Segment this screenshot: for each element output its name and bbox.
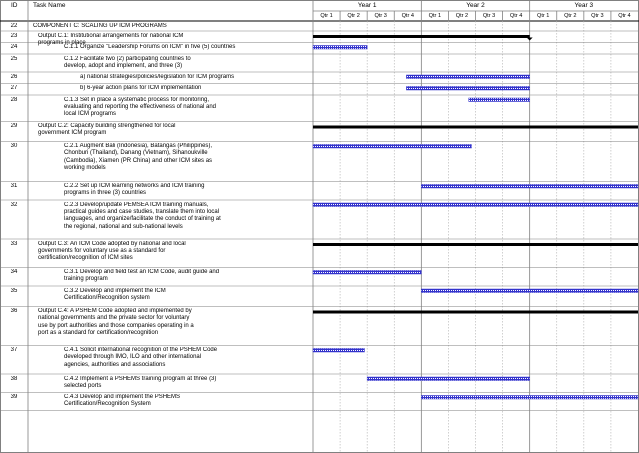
task-name: C.4.1 Solicit international recognition of the PSHEM Code developed through IMO, ILO and other international agencies, authorities and associations — [64, 347, 218, 368]
quarter-label: Qtr 1 — [428, 13, 442, 19]
year-label: Year 1 — [357, 2, 377, 9]
quarter-label: Qtr 3 — [374, 13, 387, 19]
quarter-label: Qtr 4 — [509, 13, 523, 19]
task-name: C.1.2 Facilitate two (2) participating countries to develop, adopt and implement, and three (3) — [64, 55, 191, 69]
task-id: 26 — [10, 73, 18, 80]
task-name: b) 6-year action plans for ICM implementation — [80, 85, 202, 91]
task-name: C.2.2 Set up ICM learning networks and ICM training programs in three (3) countries — [64, 183, 205, 197]
summary-bar — [313, 243, 638, 246]
summary-bar — [313, 311, 638, 314]
task-id: 39 — [10, 394, 18, 400]
task-id: 22 — [10, 22, 18, 29]
task-name-header: Task Name — [33, 2, 66, 9]
task-id: 37 — [10, 347, 18, 353]
summary-bar — [313, 35, 530, 38]
task-bar — [313, 271, 421, 275]
quarter-label: Qtr 3 — [591, 13, 604, 19]
task-name: Output C.3: An ICM Code adopted by national and local governments for voluntary use as a standard for certification/recognition of ICM sites — [38, 240, 186, 262]
quarter-label: Qtr 2 — [564, 13, 577, 19]
task-name: Output C.4: A PSHEM Code adopted and implemented by national governments and the private sector for voluntary use by port authorities and those companies operating in a port as a standard for certification/recognition — [38, 308, 194, 337]
id-header: ID — [11, 2, 18, 9]
task-id: 28 — [10, 96, 18, 103]
task-id: 31 — [10, 183, 18, 189]
task-name: C.4.3 Develop and implement the PSHEMS Certification/Recognition System — [64, 394, 181, 408]
quarter-label: Qtr 2 — [455, 13, 469, 19]
year-label: Year 2 — [466, 2, 485, 9]
task-bar — [367, 377, 529, 381]
task-bar — [313, 349, 364, 353]
task-name: Output C.2: Capacity building strengthened for local government ICM program — [38, 123, 176, 137]
task-bar — [421, 185, 638, 189]
task-id: 32 — [10, 201, 18, 208]
task-id: 36 — [10, 308, 18, 314]
task-name: C.2.1 Augment Bali (Indonesia), Batangas (Philippines), Chonburi (Thailand), Danang (Vietnam), Sihanoukville (Cambodia), Xiamen (PR China) and other ICM sites as working models — [64, 143, 213, 172]
task-id: 27 — [10, 85, 18, 91]
task-name: a) national strategies/policies/legislation for ICM programs — [80, 73, 235, 80]
task-bar — [469, 98, 530, 102]
task-bar — [313, 46, 367, 50]
task-name: COMPONENT C: SCALING UP ICM PROGRAMS — [33, 22, 167, 29]
task-bar — [313, 145, 471, 149]
task-bar — [406, 75, 529, 79]
quarter-label: Qtr 4 — [618, 13, 631, 19]
summary-bar — [313, 126, 638, 129]
quarter-label: Qtr 1 — [536, 13, 550, 19]
task-name: C.3.1 Develop and field test an ICM Code, audit guide and training program — [64, 269, 220, 283]
quarter-label: Qtr 4 — [401, 13, 414, 19]
task-id: 29 — [10, 123, 18, 129]
quarter-label: Qtr 2 — [347, 13, 360, 19]
task-name: C.1.3 Set in place a systematic process for monitoring, evaluating and reporting the effectiveness of national and local ICM programs — [64, 96, 216, 118]
task-id: 35 — [10, 287, 18, 294]
task-id: 30 — [10, 143, 18, 149]
task-bar — [406, 87, 529, 91]
task-id: 25 — [10, 55, 18, 62]
task-bar — [421, 396, 638, 400]
task-bar — [313, 203, 638, 207]
task-name: C.2.3 Develop/update PEMSEA ICM training manuals, practical guides and case studies, translate them into local languages, and organize/facilitate the conduct of training at the regional, national and sub-national levels — [64, 201, 221, 230]
task-id: 23 — [10, 32, 18, 39]
task-name: C.1.1 Organize "Leadership Forums on ICM" in five (5) countries — [64, 44, 236, 50]
task-bar — [421, 289, 638, 293]
task-id: 34 — [10, 269, 18, 275]
quarter-label: Qtr 3 — [482, 13, 496, 19]
milestone-marker — [527, 38, 533, 41]
quarter-label: Qtr 1 — [320, 13, 333, 19]
task-name: C.4.2 Implement a PSHEMS training program at three (3) selected ports — [64, 375, 217, 389]
task-id: 24 — [10, 44, 18, 50]
task-id: 38 — [10, 375, 18, 382]
task-id: 33 — [10, 240, 18, 247]
task-name: Output C.1: Institutional arrangements for national ICM programs in place — [38, 32, 184, 46]
task-name: C.3.2 Develop and implement the ICM Certification/Recognition system — [64, 287, 166, 301]
year-label: Year 3 — [574, 2, 594, 9]
